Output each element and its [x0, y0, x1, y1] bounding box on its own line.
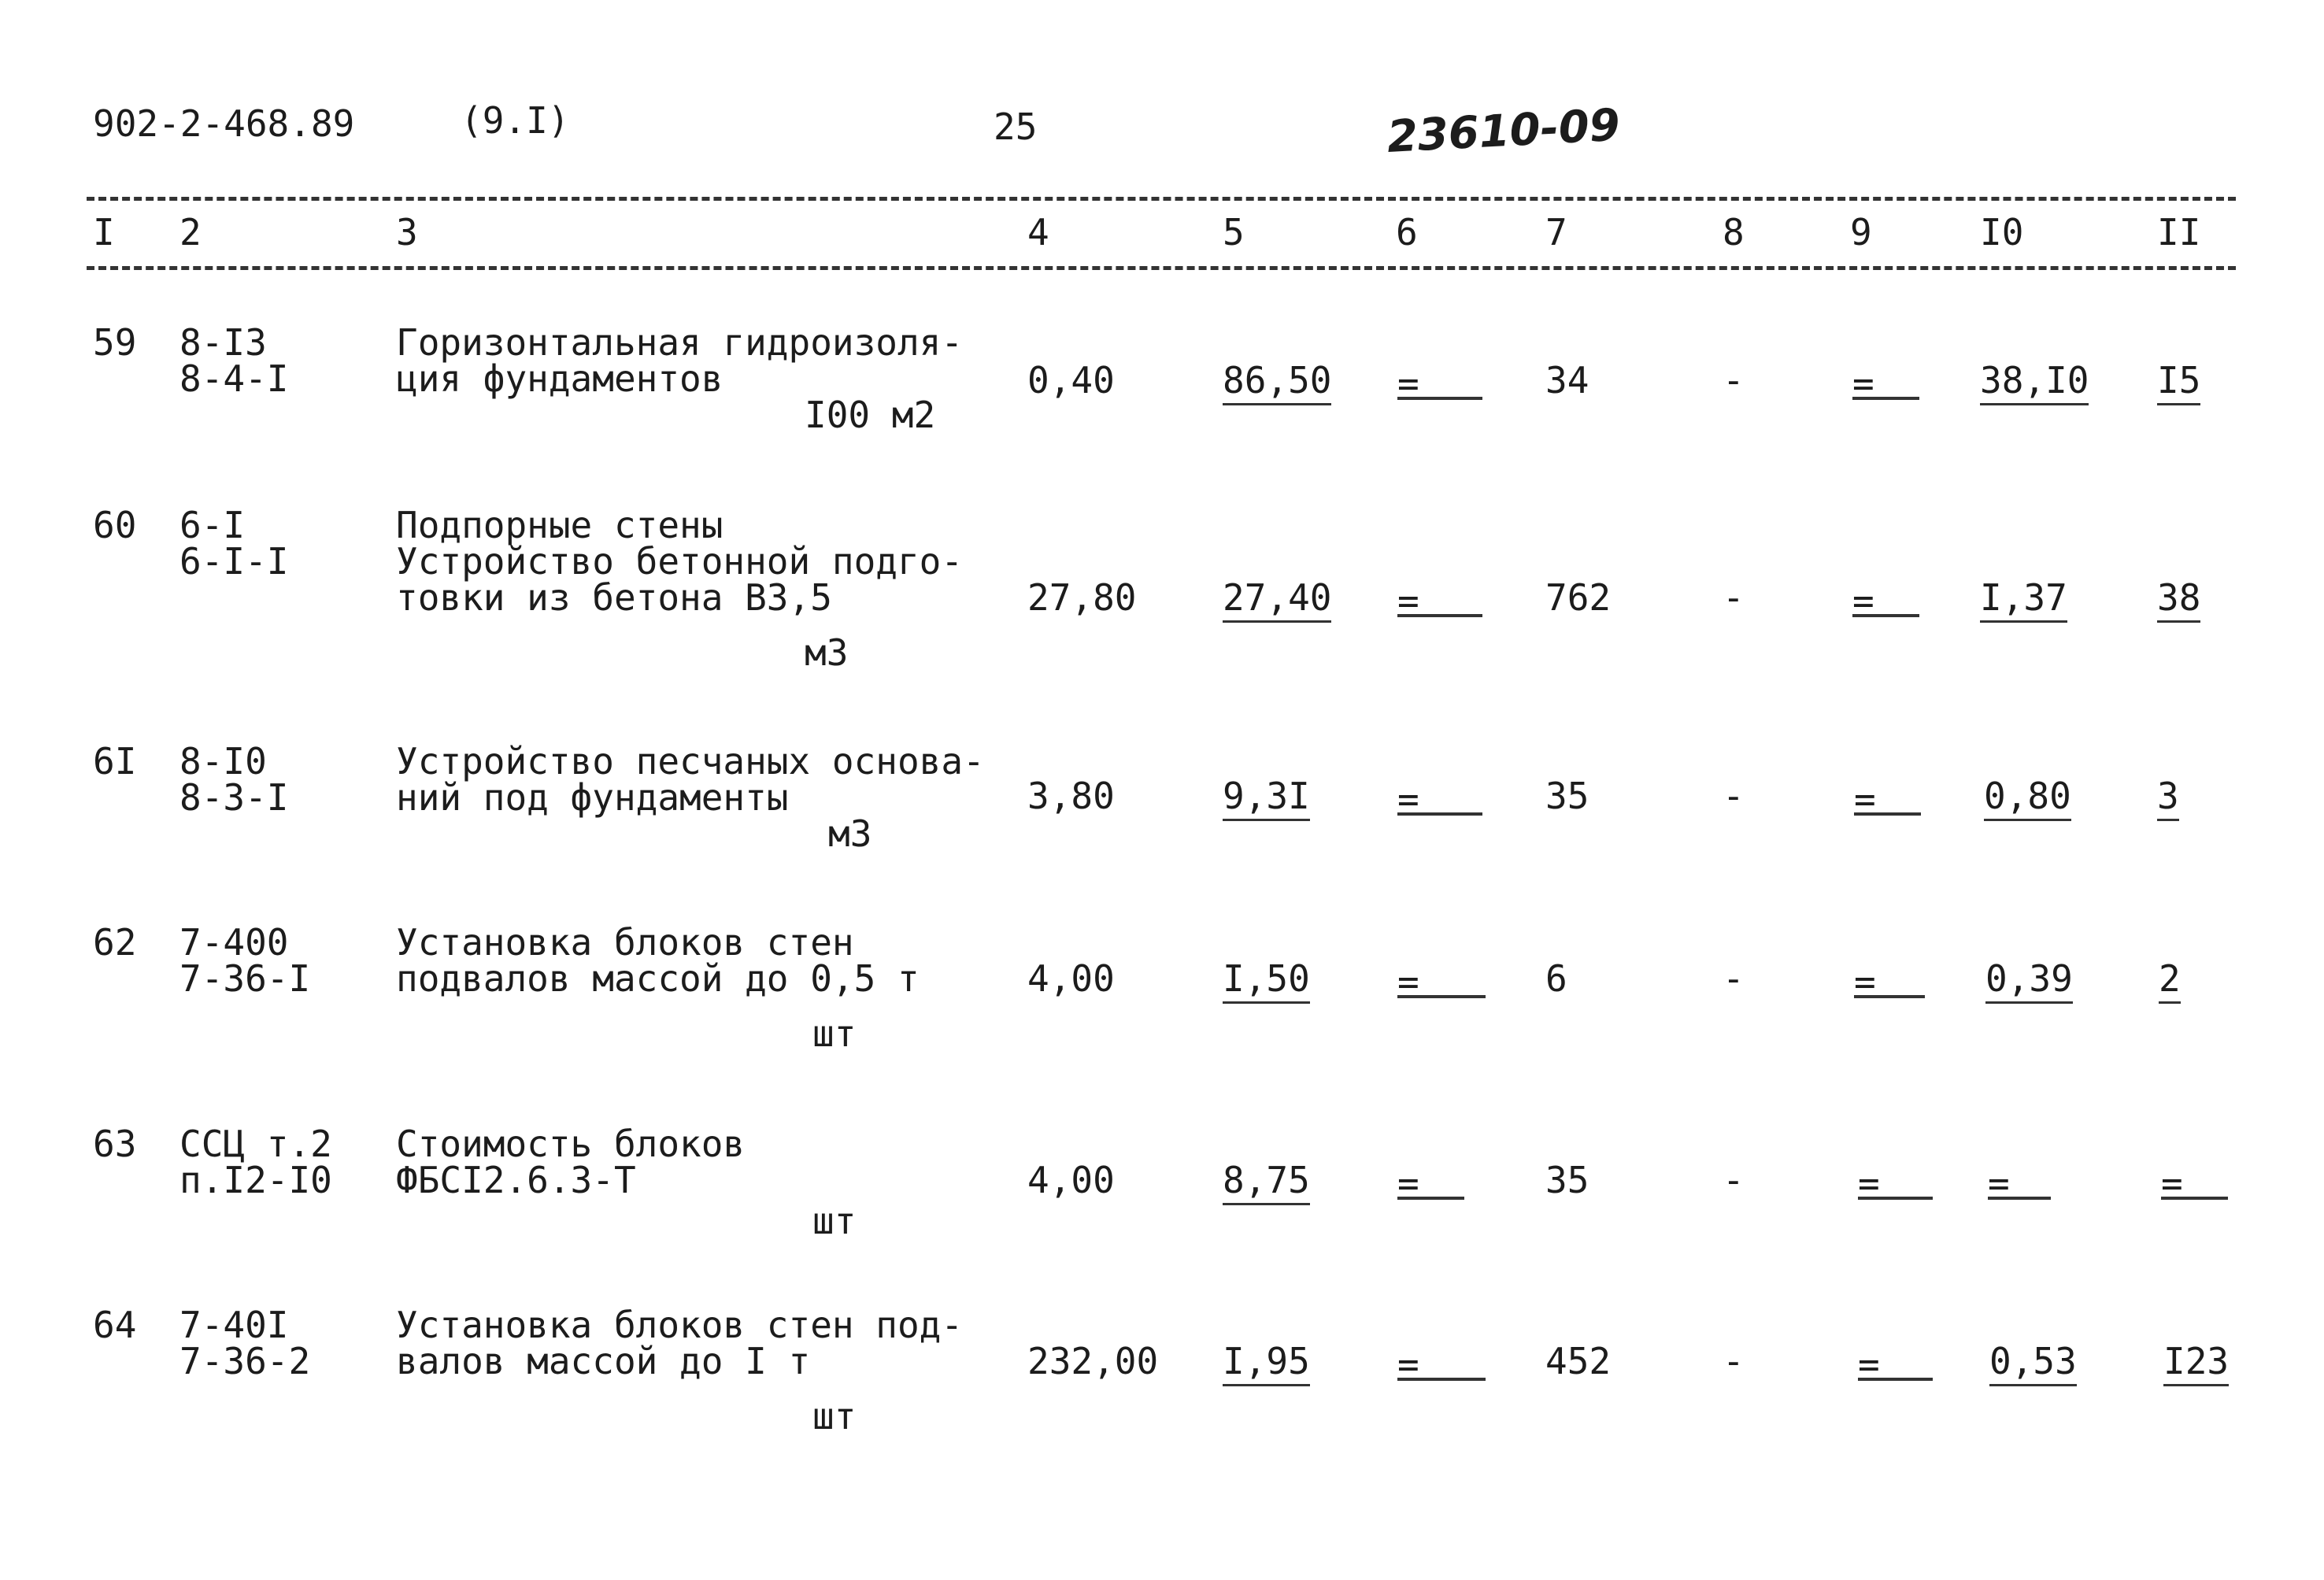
col6-rule: [1397, 1197, 1464, 1200]
col11-rule: [2161, 1197, 2228, 1200]
work-description-line: валов массой до I т: [396, 1340, 811, 1382]
col8-value: -: [1723, 775, 1745, 817]
col9-value: =: [1854, 778, 1876, 820]
row-number: 63: [93, 1123, 137, 1165]
col11-value: =: [2161, 1162, 2183, 1204]
row-number: 6I: [93, 740, 137, 783]
norm-code: ССЦ т.2: [179, 1123, 332, 1165]
work-description-line: ФБСI2.6.3-Т: [396, 1159, 636, 1201]
col9-value: =: [1852, 579, 1874, 622]
row-number: 64: [93, 1304, 137, 1346]
price-code: п.I2-I0: [179, 1159, 332, 1201]
unit-of-measure: м3: [805, 631, 849, 674]
col6-rule: [1397, 812, 1482, 816]
col9-value: =: [1858, 1162, 1880, 1204]
col6-rule: [1397, 614, 1482, 617]
column-header-4: 4: [1027, 211, 1049, 253]
work-description-line: ний под фундаменты: [396, 776, 789, 819]
col10-rule: [1988, 1197, 2051, 1200]
col6-value: =: [1397, 362, 1419, 405]
norm-code: 7-400: [179, 921, 289, 964]
column-header-11: II: [2157, 211, 2201, 253]
col11-value: 3: [2157, 775, 2179, 821]
work-description-line: ция фундаментов: [396, 357, 723, 400]
price-code: 7-36-2: [179, 1340, 311, 1382]
quantity: 232,00: [1027, 1340, 1159, 1382]
quantity: 27,80: [1027, 576, 1137, 619]
col9-value: =: [1858, 1343, 1880, 1386]
col5-value: I,95: [1223, 1340, 1310, 1386]
col10-value: 0,39: [1985, 957, 2073, 1004]
col6-value: =: [1397, 579, 1419, 622]
work-description-line: Устройство песчаных основа-: [396, 740, 985, 783]
col6-value: =: [1397, 1343, 1419, 1386]
norm-code: 7-40I: [179, 1304, 289, 1346]
col6-value: =: [1397, 1162, 1419, 1204]
column-header-5: 5: [1223, 211, 1245, 253]
quantity: 4,00: [1027, 957, 1115, 1000]
price-code: 7-36-I: [179, 957, 311, 1000]
col9-rule: [1858, 1378, 1933, 1381]
col10-value: 38,I0: [1980, 359, 2089, 405]
quantity: 3,80: [1027, 775, 1115, 817]
work-description-line: Установка блоков стен под-: [396, 1304, 964, 1346]
work-description-line: Установка блоков стен: [396, 921, 854, 964]
column-header-10: I0: [1980, 211, 2024, 253]
col10-value: I,37: [1980, 576, 2067, 623]
col7-value: 6: [1545, 957, 1567, 1000]
work-description-line: Устройство бетонной подго-: [396, 540, 964, 583]
col7-value: 452: [1545, 1340, 1612, 1382]
norm-code: 8-I3: [179, 321, 267, 364]
col8-value: -: [1723, 1159, 1745, 1201]
col8-value: -: [1723, 359, 1745, 401]
col6-value: =: [1397, 960, 1419, 1003]
col9-value: =: [1852, 362, 1874, 405]
col10-value: 0,53: [1989, 1340, 2077, 1386]
price-code: 6-I-I: [179, 540, 289, 583]
col6-rule: [1397, 1378, 1486, 1381]
header-bottom-rule: [87, 266, 2236, 270]
section-number: (9.I): [461, 99, 570, 142]
quantity: 0,40: [1027, 359, 1115, 401]
column-header-8: 8: [1723, 211, 1745, 253]
column-header-2: 2: [179, 211, 202, 253]
col5-value: 8,75: [1223, 1159, 1310, 1205]
row-number: 60: [93, 504, 137, 546]
col11-value: 38: [2157, 576, 2200, 623]
col5-value: 86,50: [1223, 359, 1331, 405]
col9-value: =: [1854, 960, 1876, 1003]
col5-value: 27,40: [1223, 576, 1331, 623]
unit-of-measure: шт: [812, 1012, 857, 1055]
col9-rule: [1854, 812, 1921, 816]
page-number: 25: [994, 105, 1038, 148]
column-header-9: 9: [1850, 211, 1872, 253]
column-header-3: 3: [396, 211, 418, 253]
work-description-line: подвалов массой до 0,5 т: [396, 957, 920, 1000]
row-number: 59: [93, 321, 137, 364]
quantity: 4,00: [1027, 1159, 1115, 1201]
header-top-rule: [87, 197, 2236, 201]
unit-of-measure: I00 м2: [805, 394, 936, 436]
col6-rule: [1397, 995, 1486, 998]
col8-value: -: [1723, 576, 1745, 619]
col10-value: 0,80: [1984, 775, 2071, 821]
price-code: 8-3-I: [179, 776, 289, 819]
unit-of-measure: м3: [828, 812, 872, 855]
norm-code: 6-I: [179, 504, 246, 546]
col11-value: I5: [2157, 359, 2200, 405]
archive-stamp: 23610-09: [1386, 99, 1622, 163]
document-code: 902-2-468.89: [93, 102, 355, 145]
column-header-7: 7: [1545, 211, 1567, 253]
work-description-line: Горизонтальная гидроизоля-: [396, 321, 964, 364]
price-code: 8-4-I: [179, 357, 289, 400]
col11-value: I23: [2163, 1340, 2229, 1386]
norm-code: 8-I0: [179, 740, 267, 783]
col10-value: =: [1988, 1162, 2010, 1204]
unit-of-measure: шт: [812, 1395, 857, 1438]
col7-value: 34: [1545, 359, 1589, 401]
col9-rule: [1858, 1197, 1933, 1200]
col7-value: 35: [1545, 1159, 1589, 1201]
col6-value: =: [1397, 778, 1419, 820]
col7-value: 762: [1545, 576, 1612, 619]
work-description-line: Подпорные стены: [396, 504, 723, 546]
col8-value: -: [1723, 1340, 1745, 1382]
unit-of-measure: шт: [812, 1200, 857, 1242]
col5-value: I,50: [1223, 957, 1310, 1004]
col6-rule: [1397, 397, 1482, 400]
row-number: 62: [93, 921, 137, 964]
col5-value: 9,3I: [1223, 775, 1310, 821]
col9-rule: [1852, 614, 1919, 617]
work-description-line: товки из бетона B3,5: [396, 576, 832, 619]
col9-rule: [1854, 995, 1925, 998]
col9-rule: [1852, 397, 1919, 400]
col11-value: 2: [2159, 957, 2181, 1004]
column-header-1: I: [93, 211, 115, 253]
column-header-6: 6: [1396, 211, 1418, 253]
work-description-line: Стоимость блоков: [396, 1123, 746, 1165]
col7-value: 35: [1545, 775, 1589, 817]
col8-value: -: [1723, 957, 1745, 1000]
